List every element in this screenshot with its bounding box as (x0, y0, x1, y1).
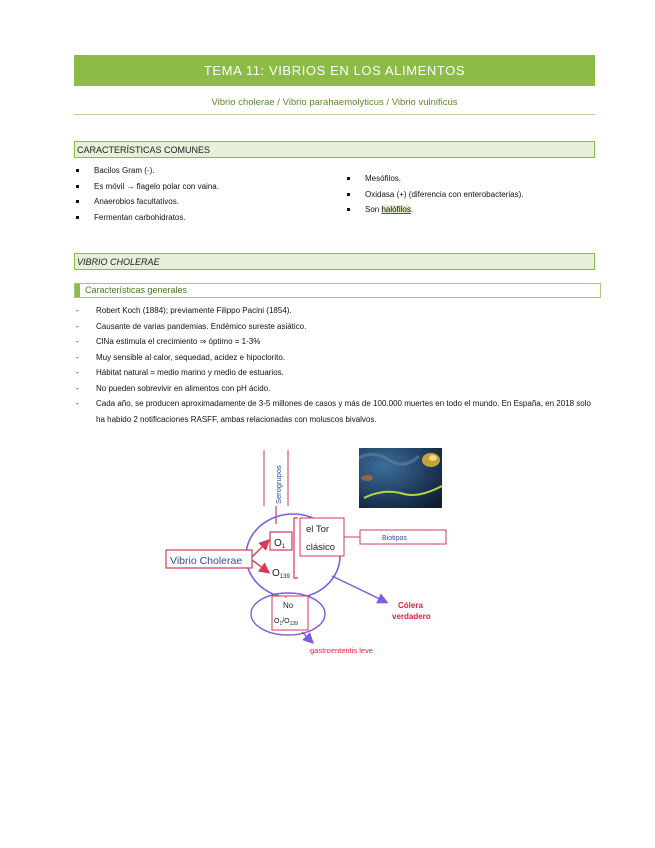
o139-label: $O_{139}$ (272, 568, 290, 580)
el-tor-label: el Tor (306, 524, 330, 535)
common-list-left (74, 163, 219, 225)
gastroenteritis-label: gastroenteritis leve (310, 646, 373, 655)
list-item: - ClNa estimula el crecimiento ⇒ óptimo = 1-3% (74, 334, 594, 350)
cholerae-list (74, 303, 594, 427)
highlighted-term: halófilos (381, 205, 411, 214)
subsection-heading-label: Características generales (85, 285, 188, 295)
list-item-text: . (410, 205, 414, 214)
list-item: Oxidasa (+) (diferencia con enterobacterias). (345, 187, 524, 203)
section-heading-common: CARACTERÍSTICAS COMUNES (74, 141, 595, 158)
list-item: Bacilos Gram (-). (74, 163, 219, 179)
list-item: Fermentan carbohidratos. (74, 210, 219, 226)
biotipos-label: Biotipos (382, 535, 407, 542)
verdadero-label: verdadero (392, 612, 431, 621)
page-subtitle: Vibrio cholerae / Vibrio parahaemolyticus / Vibrio vulnificus (211, 97, 458, 108)
vibrio-cholerae-diagram (160, 446, 450, 658)
arrow-to-colera (332, 576, 386, 602)
list-item: - Causante de varias pandemias. Endémico sureste asiático. (74, 319, 594, 335)
common-list-right (345, 171, 524, 218)
vibrio-cholerae-label: Vibrio Cholerae (170, 555, 243, 567)
clasico-label: clásico (306, 542, 336, 553)
subsection-heading (74, 283, 601, 298)
list-item: Anaerobios facultativos. (74, 194, 219, 210)
arrow-to-gastro (302, 632, 312, 642)
list-item: - No pueden sobrevivir en alimentos con pH ácido. (74, 381, 594, 397)
list-item: - Muy sensible al calor, sequedad, acidez e hipoclorito. (74, 350, 594, 366)
o1-label: $O_1$ (274, 538, 286, 550)
list-item: - Robert Koch (1884); previamente Filippo Pacini (1854). (74, 303, 594, 319)
heading-accent-bar (75, 284, 80, 297)
serogroups-label: Serogrupos (274, 465, 283, 504)
arrow-to-o1 (252, 541, 268, 557)
list-item: Es móvil → flagelo polar con vaina. (74, 179, 219, 195)
list-item (345, 202, 524, 218)
biotypes-bracket (294, 518, 298, 578)
list-item: - Hábitat natural = medio marino y medio de estuarios. (74, 365, 594, 381)
subtitle-divider (74, 114, 595, 115)
list-item: - Cada año, se producen aproximadamente de 3-5 millones de casos y más de 100.000 muertes en todo el mundo. En España, en 2018 solo ha habido 2 notificaciones RASFF, ambas relacionadas con moluscos bivalvos. (74, 396, 594, 427)
arrow-to-o139 (252, 560, 268, 572)
section-heading-cholerae: VIBRIO CHOLERAE (74, 253, 595, 270)
list-item: Mesófilos. (345, 171, 524, 187)
colera-label: Cólera (398, 601, 423, 610)
page-title: TEMA 11: VIBRIOS EN LOS ALIMENTOS (74, 55, 595, 86)
list-item-text: Son (365, 205, 382, 214)
no-label: No (283, 601, 294, 610)
non-o1-label: $O_1/O_{139}$ (274, 618, 298, 627)
